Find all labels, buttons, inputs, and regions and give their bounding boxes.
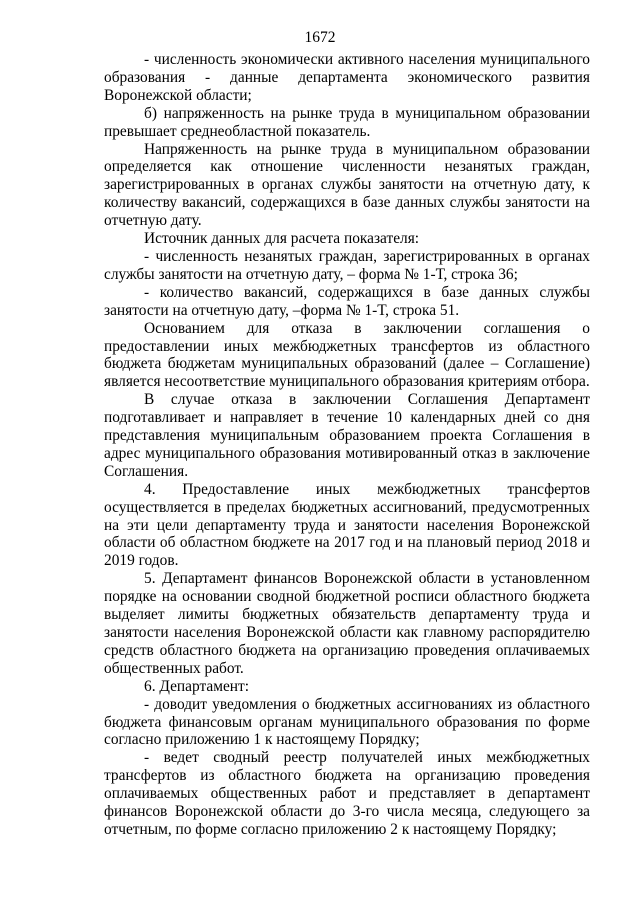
paragraph-clause-6-registry: - ведет сводный реестр получателей иных межбюджетных трансфертов из областного бюджета на организацию проведения оплачиваемых общественных работ и представляет в департамент финансов Воронежской области до 3-го числа месяца, следующего за отчетным, по форме согласно приложению 2 к настоящему Порядку; [104, 749, 590, 838]
paragraph-vacancy-count-source: - количество вакансий, содержащихся в базе данных службы занятости на отчетную дату, –форма № 1-Т, строка 51. [104, 283, 590, 319]
paragraph-unemployed-count-source: - численность незанятых граждан, зарегистрированных в органах службы занятости на отчетную дату, – форма № 1-Т, строка 36; [104, 247, 590, 283]
paragraph-labor-market-tension-criterion: б) напряженность на рынке труда в муниципальном образовании превышает среднеобластной показатель. [104, 104, 590, 140]
paragraph-economically-active-population: - численность экономически активного населения муниципального образования - данные департамента экономического развития Воронежской области; [104, 51, 590, 104]
paragraph-clause-4: 4. Предоставление иных межбюджетных трансфертов осуществляется в пределах бюджетных ассигнований, предусмотренных на эти цели департаменту труда и занятости населения Воронежской области об областном бюджете на 2017 год и на плановый период 2018 и 2019 годов. [104, 480, 590, 570]
paragraph-data-source-heading: Источник данных для расчета показателя: [144, 230, 420, 248]
paragraph-clause-5: 5. Департамент финансов Воронежской области в установленном порядке на основании сводной бюджетной росписи областного бюджета выделяет лимиты бюджетных обязательств департаменту труда и занятости населения Воронежской области как главному распорядителю средств областного бюджета на организацию проведения оплачиваемых общественных работ. [104, 570, 590, 677]
paragraph-refusal-procedure: В случае отказа в заключении Соглашения Департамент подготавливает и направляет в течение 10 календарных дней со дня представления муниципальным образованием проекта Соглашения в адрес муниципального образования мотивированный отказ в заключение Соглашения. [104, 391, 590, 480]
paragraph-clause-6-notifications: - доводит уведомления о бюджетных ассигнованиях из областного бюджета финансовым органам муниципального образования по форме согласно приложению 1 к настоящему Порядку; [104, 695, 590, 749]
document-body [104, 51, 590, 839]
paragraph-refusal-grounds: Основанием для отказа в заключении соглашения о предоставлении иных межбюджетных трансфертов из областного бюджета бюджетам муниципальных образований (далее – Соглашение) является несоответствие муниципального образования критериям отбора. [104, 319, 590, 391]
paragraph-tension-definition: Напряженность на рынке труда в муниципальном образовании определяется как отношение численности незанятых граждан, зарегистрированных в органах службы занятости на отчетную дату, к количеству вакансий, содержащихся в базе данных службы занятости на отчетную дату. [104, 140, 590, 230]
page-number: 1672 [304, 29, 336, 46]
paragraph-clause-6-heading: 6. Департамент: [144, 677, 250, 695]
